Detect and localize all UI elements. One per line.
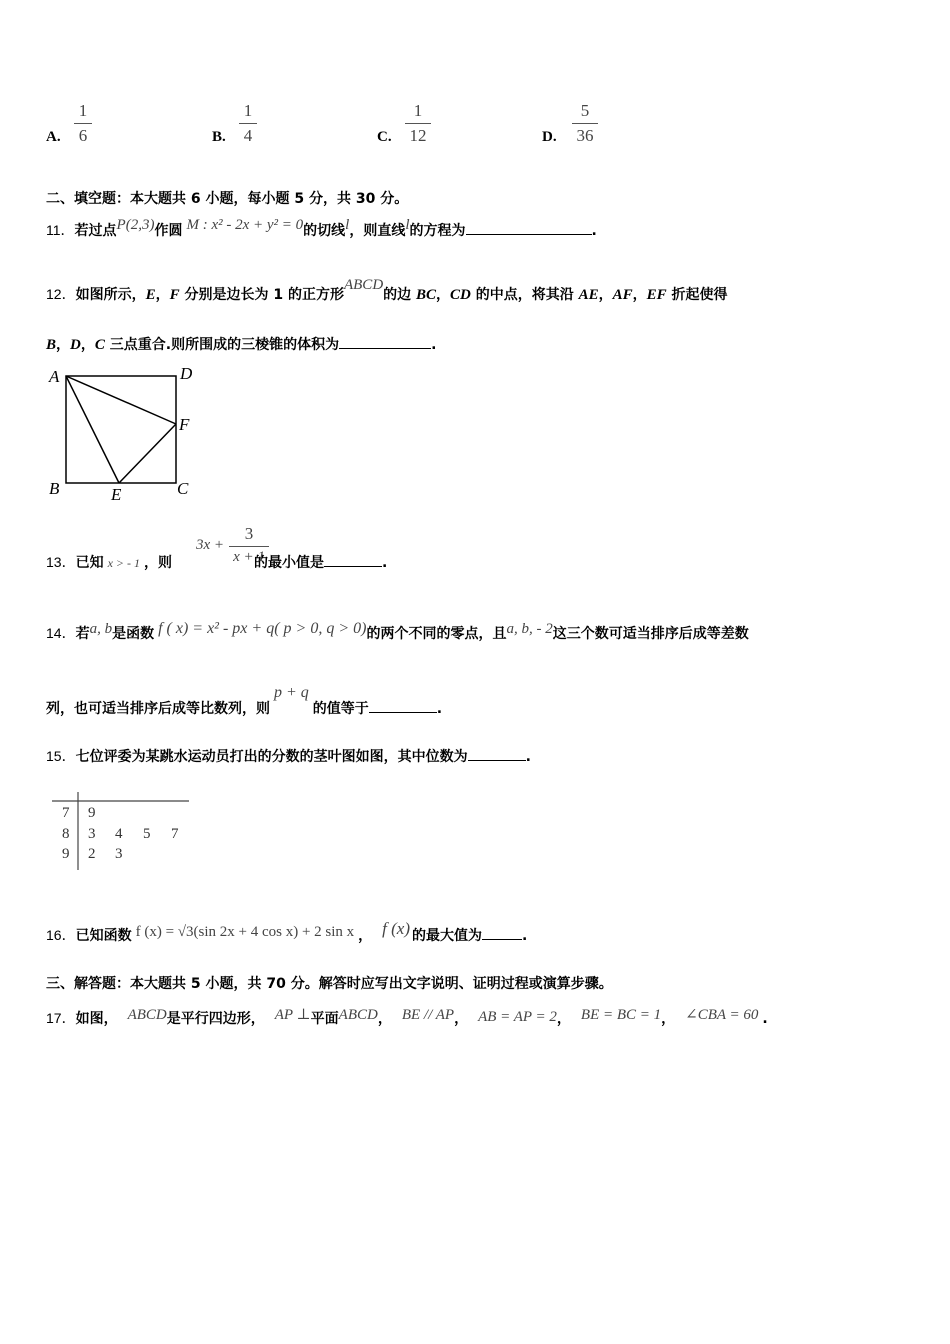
q12-l2-text-1: ， [56, 337, 71, 353]
q17-text-3: 平面 [310, 1011, 339, 1027]
q17-text-2: 是平行四边形， [166, 1011, 265, 1027]
q12-text-2: ， [155, 287, 170, 303]
q16-answer-blank[interactable] [482, 939, 522, 940]
option-d-denominator: 36 [576, 126, 594, 145]
q12-text-7: ， [598, 287, 613, 303]
leaf-8-4: 7 [171, 826, 179, 842]
option-a-numerator: 1 [78, 101, 88, 120]
q17-text-6: ， [556, 1011, 571, 1027]
q17-text-4: ， [377, 1011, 392, 1027]
q15-text: 七位评委为某跳水运动员打出的分数的茎叶图如图，其中位数为 [75, 749, 468, 765]
q14-three-numbers: a, b, - 2 [506, 621, 553, 637]
q12-b: B [46, 337, 57, 353]
q12-text-3: 分别是边长为 1 的正方形 [179, 287, 344, 303]
q17-text-7: ， [661, 1011, 676, 1027]
q13-number: 13． [46, 554, 76, 570]
q12-l2-text-2: ， [80, 337, 95, 353]
option-a-label: A. [46, 129, 61, 145]
q11-text-5: 的方程为 [409, 223, 466, 239]
q12-answer-blank[interactable] [339, 348, 431, 349]
vertex-b-label: B [49, 479, 60, 498]
q17-abcd-1: ABCD [127, 1007, 167, 1023]
q16-text-3: 的最大值为 [412, 928, 483, 944]
option-c-denominator: 12 [409, 126, 427, 145]
vertex-c-label: C [177, 479, 189, 498]
section-3-heading: 三、解答题：本大题共 5 小题，共 70 分。解答时应写出文字说明、证明过程或演算步骤。 [46, 976, 613, 992]
q12-text-9: 折起使得 [666, 287, 728, 303]
segment-ae [66, 376, 119, 483]
option-d-numerator: 5 [580, 101, 590, 120]
q11-number: 11． [46, 222, 75, 238]
question-15 [46, 746, 531, 766]
q12-e: E [145, 287, 156, 303]
segment-ef [119, 424, 176, 483]
option-a-fraction [74, 101, 92, 146]
leaf-9-2: 3 [115, 846, 123, 862]
option-c-numerator: 1 [413, 101, 423, 120]
q16-text-2: ， [358, 928, 373, 944]
q14-answer-blank[interactable] [369, 712, 437, 713]
q12-l2-text-3: 三点重合.则所围成的三棱锥的体积为 [104, 337, 340, 353]
q13-fraction [229, 524, 269, 566]
q11-circle-equation: M : x² - 2x + y² = 0 [186, 217, 304, 233]
stem-leaf-plot [48, 790, 198, 872]
q11-answer-blank[interactable] [466, 234, 592, 235]
q15-answer-blank[interactable] [468, 760, 526, 761]
q12-text-5: ， [436, 287, 451, 303]
q14-number: 14． [46, 625, 76, 641]
q12-f: F [169, 287, 180, 303]
point-e-label: E [111, 485, 122, 504]
q14-text-4: 这三个数可适当排序后成等差数 [552, 626, 749, 642]
leaf-8-1: 3 [88, 826, 96, 842]
q17-ap-perp: AP ⊥ [274, 1007, 311, 1023]
q16-function: f (x) = √3(sin 2x + 4 cos x) + 2 sin x [135, 924, 355, 940]
q12-ef: EF [646, 287, 667, 303]
q14-text-2: 是函数 [112, 626, 155, 642]
q16-text-1: 已知函数 [75, 928, 132, 944]
q14-text-5: 的值等于 [312, 701, 369, 717]
segment-af [66, 376, 176, 424]
option-d-label: D. [542, 129, 557, 145]
stem-7: 7 [62, 805, 70, 821]
option-c-label: C. [377, 129, 392, 145]
q17-be-bc: BE = BC = 1 [580, 1007, 662, 1023]
q17-ab-ap: AB = AP = 2 [478, 1009, 557, 1025]
q12-cd: CD [450, 287, 471, 303]
q17-be-parallel-ap: BE // AP [401, 1007, 455, 1023]
question-12-line-2 [46, 334, 436, 354]
stem-8: 8 [62, 826, 70, 842]
q17-end: . [762, 1011, 768, 1027]
q13-end: . [382, 555, 388, 571]
q12-d: D [70, 337, 81, 353]
vertex-d-label: D [180, 364, 193, 383]
section-2-heading: 二、填空题：本大题共 6 小题，每小题 5 分，共 30 分。 [46, 191, 409, 207]
q13-answer-blank[interactable] [324, 566, 382, 567]
q17-abcd-2: ABCD [338, 1007, 378, 1023]
q17-text-5: ， [454, 1011, 469, 1027]
q11-text-3: 的切线 [303, 223, 346, 239]
q12-square-abcd: ABCD [343, 277, 384, 293]
option-a-denominator: 6 [78, 126, 88, 145]
q11-point: P(2,3) [116, 217, 155, 233]
q12-end: . [431, 337, 437, 353]
q11-text-2: 作圆 [154, 223, 183, 239]
q12-bc: BC [416, 287, 437, 303]
q17-number: 17． [46, 1010, 76, 1026]
point-f-label: F [179, 415, 190, 434]
q12-ae: AE [578, 287, 599, 303]
question-14-line-1 [46, 620, 749, 643]
square-figure [44, 364, 204, 504]
q13-fraction-numerator: 3 [244, 524, 254, 543]
q14-text-3: 的两个不同的零点，且 [366, 626, 507, 642]
option-b-denominator: 4 [243, 126, 253, 145]
q13-condition: x > - 1 [107, 556, 140, 570]
q13-text-3: 的最小值是 [254, 555, 324, 571]
leaf-9-1: 2 [88, 846, 96, 862]
q12-number: 12． [46, 286, 76, 302]
q14-p-plus-q: p + q [274, 684, 309, 701]
q12-af: AF [612, 287, 633, 303]
q15-number: 15． [46, 748, 76, 764]
q13-text-1: 已知 [75, 555, 104, 571]
q11-text-4: ，则直线 [349, 223, 406, 239]
q16-number: 16． [46, 927, 76, 943]
q13-expression-3x: 3x + [196, 537, 225, 553]
q16-end: . [522, 928, 528, 944]
option-b-numerator: 1 [243, 101, 253, 120]
q14-function: f ( x) = x² - px + q( p > 0, q > 0) [158, 620, 367, 637]
question-11 [46, 217, 597, 240]
q13-text-2: ，则 [144, 555, 172, 571]
q17-text-1: 如图， [75, 1011, 118, 1027]
q12-text-8: ， [632, 287, 647, 303]
q14-text-1: 若 [75, 626, 90, 642]
leaf-8-3: 5 [143, 826, 151, 842]
q14-line-2-text: 列，也可适当排序后成等比数列，则 [46, 701, 270, 717]
square-outline [66, 376, 176, 483]
stem-9: 9 [62, 846, 70, 862]
option-b-fraction [239, 101, 257, 146]
q14-end: . [436, 701, 443, 717]
leaf-7-1: 9 [88, 805, 96, 821]
q11-line-l-2: l [405, 217, 410, 233]
question-14-line-2 [46, 684, 443, 718]
q12-text-6: 的中点，将其沿 [470, 287, 579, 303]
option-c-fraction [405, 101, 431, 146]
q15-end: . [525, 749, 531, 765]
q12-text-4: 的边 [383, 287, 417, 303]
question-13 [46, 552, 387, 572]
question-16 [46, 919, 528, 945]
q11-line-l-1: l [345, 217, 350, 233]
q12-c: C [94, 337, 105, 353]
q13-fraction-denominator: x + 1 [233, 549, 265, 565]
question-12-line-1 [46, 277, 728, 304]
q11-end: . [591, 223, 597, 239]
q12-text-1: 如图所示， [75, 287, 146, 303]
vertex-a-label: A [49, 367, 60, 386]
question-17 [46, 1008, 768, 1028]
q17-angle-cba: ∠CBA = 60 [685, 1007, 759, 1023]
leaf-8-2: 4 [115, 826, 123, 842]
option-b-label: B. [212, 129, 226, 145]
q16-f-of-x: f (x) [382, 919, 411, 938]
option-d-fraction [572, 101, 598, 146]
q14-roots: a, b [89, 621, 113, 637]
q11-text-1: 若过点 [74, 223, 117, 239]
